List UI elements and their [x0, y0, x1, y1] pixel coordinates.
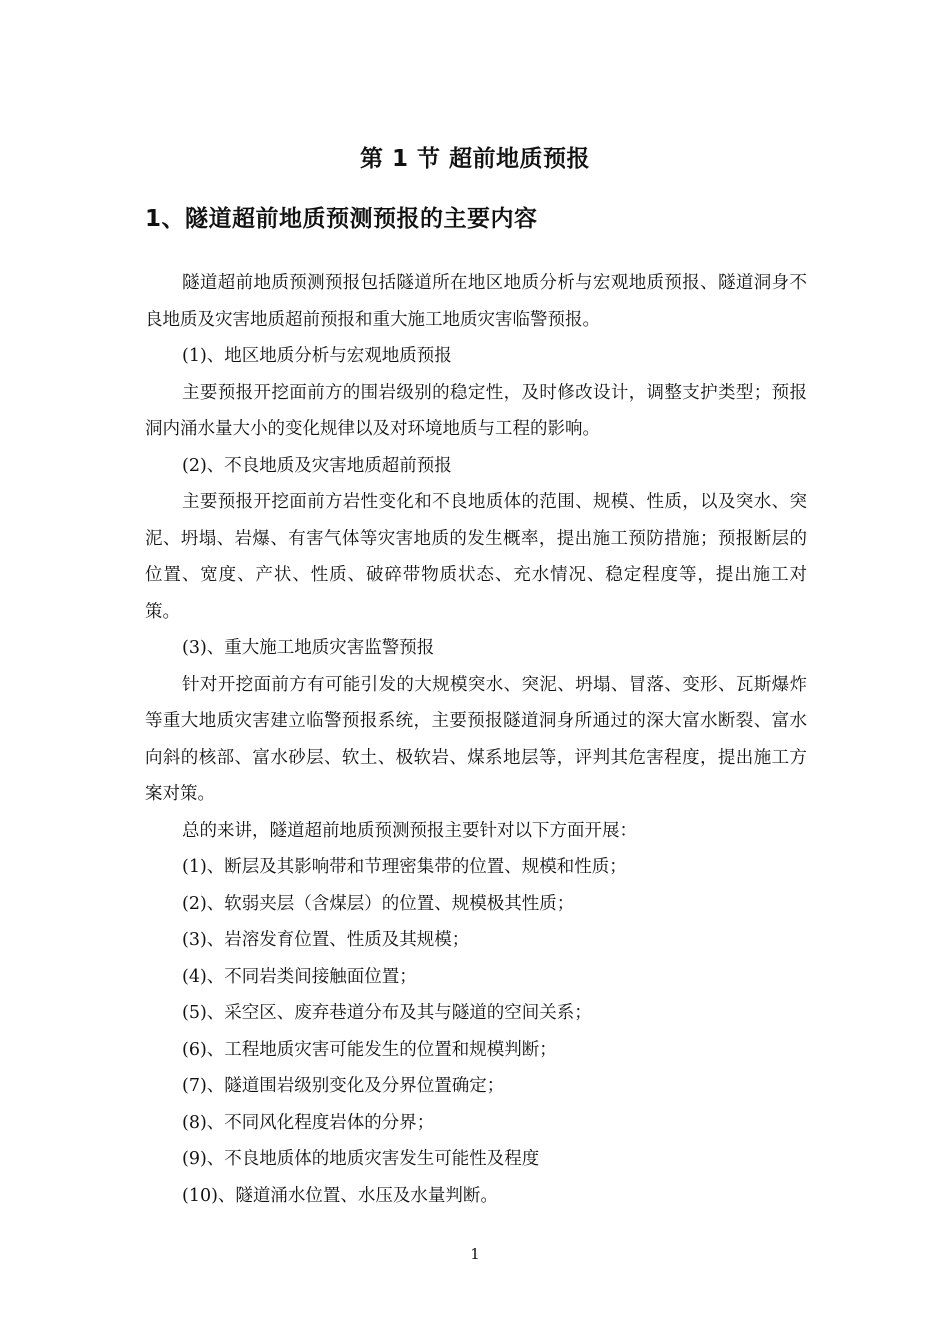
list-item-3: (3)、岩溶发育位置、性质及其规模；	[182, 930, 470, 950]
list-item-6: (6)、工程地质灾害可能发生的位置和规模判断；	[182, 1039, 557, 1060]
section-heading: 1、隧道超前地质预测预报的主要内容	[145, 206, 538, 232]
list-item-1: (1)、断层及其影响带和节理密集带的位置、规模和性质；	[182, 857, 627, 877]
list-item-4: (4)、不同岩类间接触面位置；	[182, 966, 417, 987]
paragraph-2-content: 主要预报开挖面前方岩性变化和不良地质体的范围、规模、性质，以及突水、突泥、坍塌、岩爆、有害气体等灾害地质的发生概率，提出施工预防措施；预报断层的位置、宽度、产状、性质、破碎带物质状态、充水情况、稳定程度等，提出施工对策。	[145, 492, 807, 622]
paragraph-3-content: 针对开挖面前方有可能引发的大规模突水、突泥、坍塌、冒落、变形、瓦斯爆炸等重大地质灾害建立临警预报系统，主要预报隧道洞身所通过的深大富水断裂、富水向斜的核部、富水砂层、软土、极软岩、煤系地层等，评判其危害程度，提出施工方案对策。	[145, 674, 807, 804]
page-number: 1	[470, 1245, 480, 1263]
paragraph-summary: 总的来讲，隧道超前地质预测预报主要针对以下方面开展：	[182, 820, 637, 841]
list-item-7: (7)、隧道围岩级别变化及分界位置确定；	[182, 1076, 505, 1096]
list-item-10: (10)、隧道涌水位置、水压及水量判断。	[182, 1185, 498, 1206]
section-title: 第 1 节 超前地质预报	[359, 146, 591, 172]
paragraph-subheading-3: (3)、重大施工地质灾害监警预报	[182, 638, 435, 658]
paragraph-1-content: 主要预报开挖面前方的围岩级别的稳定性，及时修改设计，调整支护类型；预报洞内涌水量大小的变化规律以及对环境地质与工程的影响。	[145, 382, 807, 439]
list-item-9: (9)、不良地质体的地质灾害发生可能性及程度	[182, 1149, 540, 1169]
body-text	[145, 265, 807, 1214]
list-item-2: (2)、软弱夹层（含煤层）的位置、规模极其性质；	[182, 893, 575, 914]
paragraph-subheading-1: (1)、地区地质分析与宏观地质预报	[182, 346, 452, 366]
list-item-5: (5)、采空区、废弃巷道分布及其与隧道的空间关系；	[182, 1003, 592, 1023]
list-item-8: (8)、不同风化程度岩体的分界；	[182, 1112, 435, 1133]
paragraph-subheading-2: (2)、不良地质及灾害地质超前预报	[182, 455, 452, 476]
paragraph-intro: 隧道超前地质预测预报包括隧道所在地区地质分析与宏观地质预报、隧道洞身不良地质及灾害地质超前预报和重大施工地质灾害临警预报。	[145, 273, 807, 330]
